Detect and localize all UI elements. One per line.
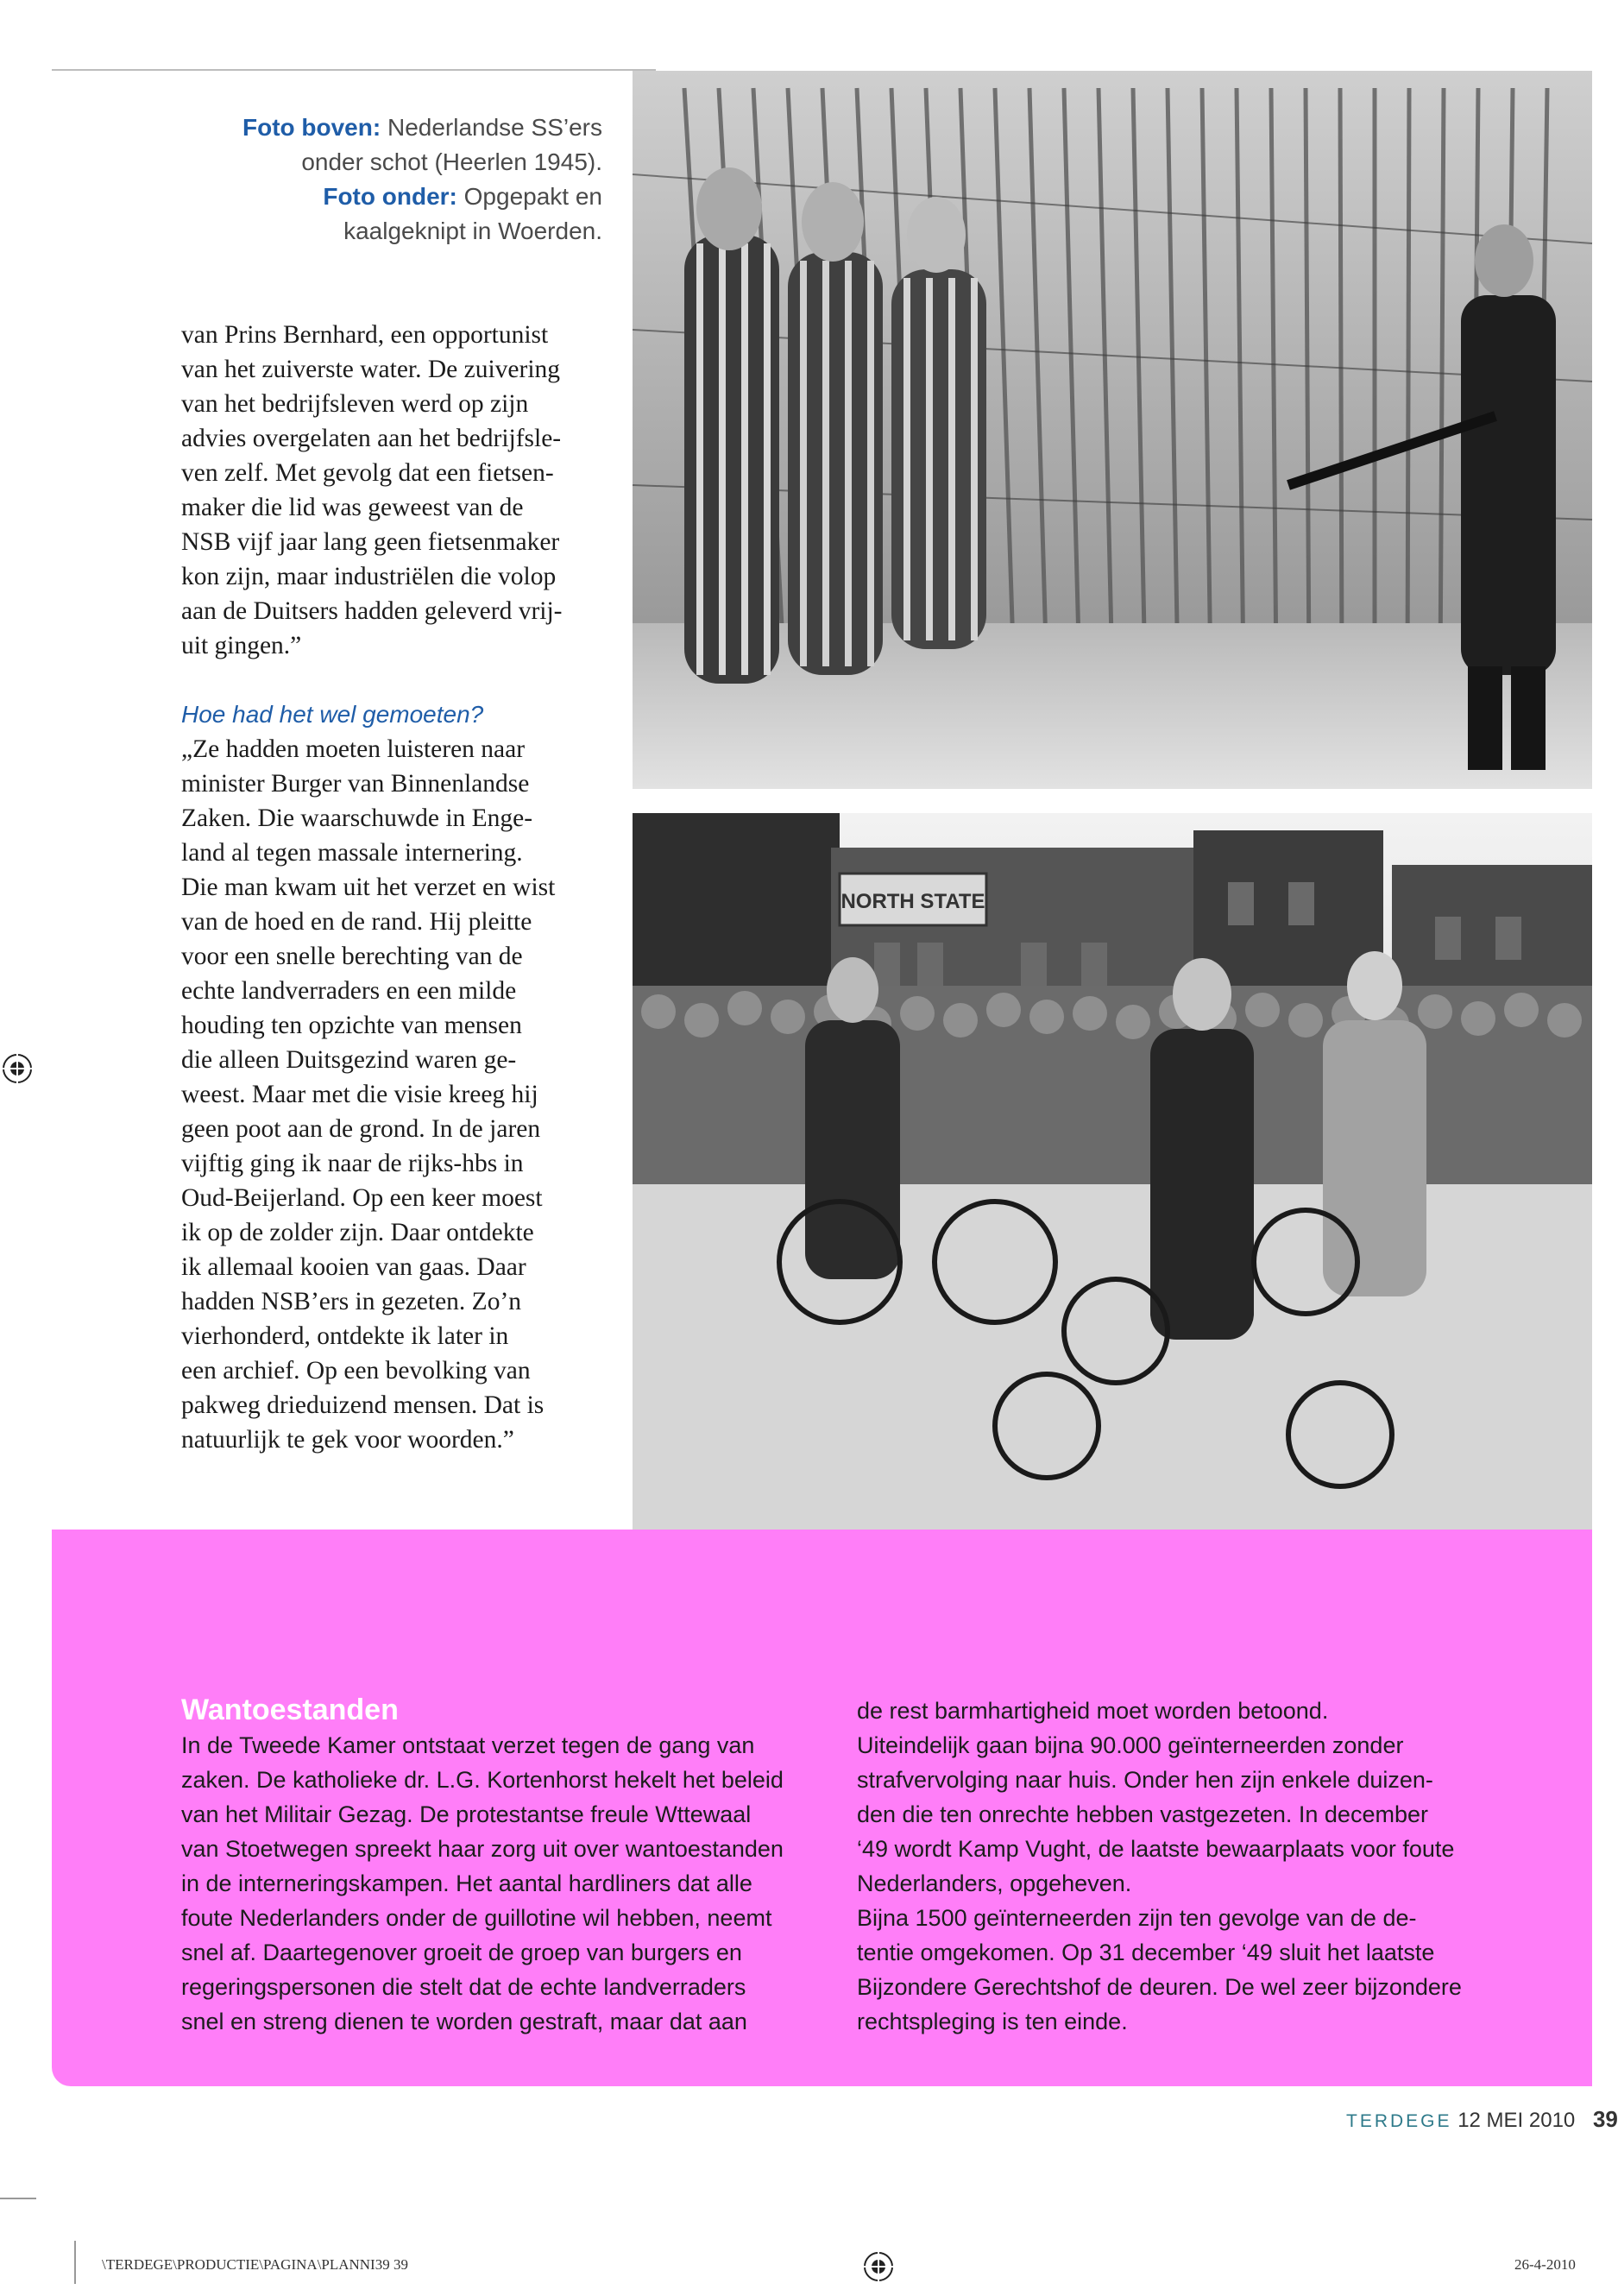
- box-line: in de interneringskampen. Het aantal hardliners dat alle: [181, 1870, 752, 1896]
- article-line: vijftig ging ik naar de rijks-hbs in: [181, 1150, 524, 1177]
- box-line: van Stoetwegen spreekt haar zorg uit over wantoestanden: [181, 1836, 784, 1862]
- article-line: NSB vijf jaar lang geen fietsenmaker: [181, 528, 560, 556]
- photo-woerden-crowd: [633, 813, 1592, 1530]
- photo-caption: [121, 110, 602, 249]
- article-line: Oud-Beijerland. Op een keer moest: [181, 1184, 543, 1212]
- article-line: van Prins Bernhard, een opportunist: [181, 321, 549, 349]
- article-column: [181, 318, 613, 1457]
- photo-ss-prisoners: [633, 71, 1592, 789]
- caption-top-text-1: Nederlandse SS’ers: [387, 114, 602, 141]
- box-title: Wantoestanden: [181, 1694, 399, 1726]
- box-line: Bijzondere Gerechtshof de deuren. De wel zeer bijzondere: [857, 1974, 1462, 2000]
- box-line: rechtspleging is ten einde.: [857, 2009, 1128, 2034]
- article-line: een archief. Op een bevolking van: [181, 1357, 531, 1385]
- box-line: ‘49 wordt Kamp Vught, de laatste bewaarplaats voor foute: [857, 1836, 1455, 1862]
- caption-top-text-2: onder schot (Heerlen 1945).: [301, 148, 602, 175]
- page-footer: [1346, 2106, 1618, 2133]
- article-line: echte landverraders en een milde: [181, 977, 517, 1005]
- box-column-2: [857, 1694, 1547, 2039]
- article-line: ik allemaal kooien van gaas. Daar: [181, 1253, 526, 1281]
- box-line: strafvervolging naar huis. Onder hen zijn enkele duizen-: [857, 1767, 1433, 1793]
- caption-bottom-text-1: Opgepakt en: [463, 183, 602, 210]
- north-state-sign: NORTH STATE: [840, 890, 985, 913]
- article-line: hadden NSB’ers in gezeten. Zo’n: [181, 1288, 522, 1315]
- slug-path: \TERDEGE\PRODUCTIE\PAGINA\PLANNI39 39: [102, 2256, 408, 2273]
- article-line: aan de Duitsers hadden geleverd vrij-: [181, 597, 563, 625]
- article-line: van het zuiverste water. De zuivering: [181, 356, 561, 383]
- box-line: tentie omgekomen. Op 31 december ‘49 sluit het laatste: [857, 1940, 1435, 1965]
- box-line: den die ten onrechte hebben vastgezeten. In december: [857, 1801, 1428, 1827]
- box-line: Bijna 1500 geïnterneerden zijn ten gevolge van de de-: [857, 1905, 1417, 1931]
- box-line: regeringspersonen die stelt dat de echte landverraders: [181, 1974, 746, 2000]
- article-line: die alleen Duitsgezind waren ge-: [181, 1046, 517, 1074]
- article-line: weest. Maar met die visie kreeg hij: [181, 1081, 538, 1108]
- footer-brand: TERDEGE: [1346, 2111, 1452, 2131]
- article-line: Die man kwam uit het verzet en wist: [181, 874, 556, 901]
- article-line: voor een snelle berechting van de: [181, 943, 523, 970]
- article-line: advies overgelaten aan het bedrijfsle-: [181, 425, 562, 452]
- box-line: foute Nederlanders onder de guillotine wil hebben, neemt: [181, 1905, 772, 1931]
- article-line: geen poot aan de grond. In de jaren: [181, 1115, 541, 1143]
- box-line: snel af. Daartegenover groeit de groep van burgers en: [181, 1940, 742, 1965]
- footer-date: 12 MEI 2010: [1457, 2109, 1576, 2132]
- article-line: Zaken. Die waarschuwde in Enge-: [181, 804, 533, 832]
- article-line: van de hoed en de rand. Hij pleitte: [181, 908, 532, 936]
- article-line: maker die lid was geweest van de: [181, 494, 524, 521]
- article-line: natuurlijk te gek voor woorden.”: [181, 1426, 514, 1454]
- box-line: van het Militair Gezag. De protestantse freule Wttewaal: [181, 1801, 752, 1827]
- info-box-wantoestanden: [52, 1530, 1592, 2086]
- top-rule: [52, 69, 656, 71]
- article-line: pakweg drieduizend mensen. Dat is: [181, 1391, 545, 1419]
- article-line: van het bedrijfsleven werd op zijn: [181, 390, 529, 418]
- crop-mark: [0, 2198, 36, 2199]
- footer-page-number: 39: [1592, 2106, 1618, 2132]
- caption-bottom-text-2: kaalgeknipt in Woerden.: [343, 218, 602, 244]
- box-line: zaken. De katholieke dr. L.G. Kortenhorst hekelt het beleid: [181, 1767, 784, 1793]
- box-line: snel en streng dienen te worden gestraft, maar dat aan: [181, 2009, 747, 2034]
- registration-mark-icon: [861, 2249, 896, 2284]
- article-question: Hoe had het wel gemoeten?: [181, 701, 484, 728]
- slug-date: 26-4-2010: [1514, 2256, 1576, 2273]
- box-line: In de Tweede Kamer ontstaat verzet tegen de gang van: [181, 1732, 755, 1758]
- article-line: land al tegen massale internering.: [181, 839, 523, 867]
- box-column-1: [181, 1728, 837, 2039]
- caption-top-label: Foto boven:: [242, 114, 381, 141]
- article-line: ven zelf. Met gevolg dat een fietsen-: [181, 459, 554, 487]
- article-line: houding ten opzichte van mensen: [181, 1012, 522, 1039]
- article-line: „Ze hadden moeten luisteren naar: [181, 735, 526, 763]
- caption-bottom-label: Foto onder:: [323, 183, 457, 210]
- box-line: Uiteindelijk gaan bijna 90.000 geïnterneerden zonder: [857, 1732, 1404, 1758]
- article-line: vierhonderd, ontdekte ik later in: [181, 1322, 509, 1350]
- article-line: ik op de zolder zijn. Daar ontdekte: [181, 1219, 534, 1246]
- article-line: minister Burger van Binnenlandse: [181, 770, 530, 798]
- article-paragraph-2: [181, 732, 613, 1457]
- box-line: Nederlanders, opgeheven.: [857, 1870, 1132, 1896]
- box-line: de rest barmhartigheid moet worden betoond.: [857, 1698, 1329, 1724]
- article-line: kon zijn, maar industriëlen die volop: [181, 563, 557, 590]
- article-line: uit gingen.”: [181, 632, 302, 659]
- registration-mark-icon: [0, 1051, 35, 1086]
- article-paragraph-1: [181, 318, 613, 663]
- crop-mark-vertical: [74, 2241, 76, 2284]
